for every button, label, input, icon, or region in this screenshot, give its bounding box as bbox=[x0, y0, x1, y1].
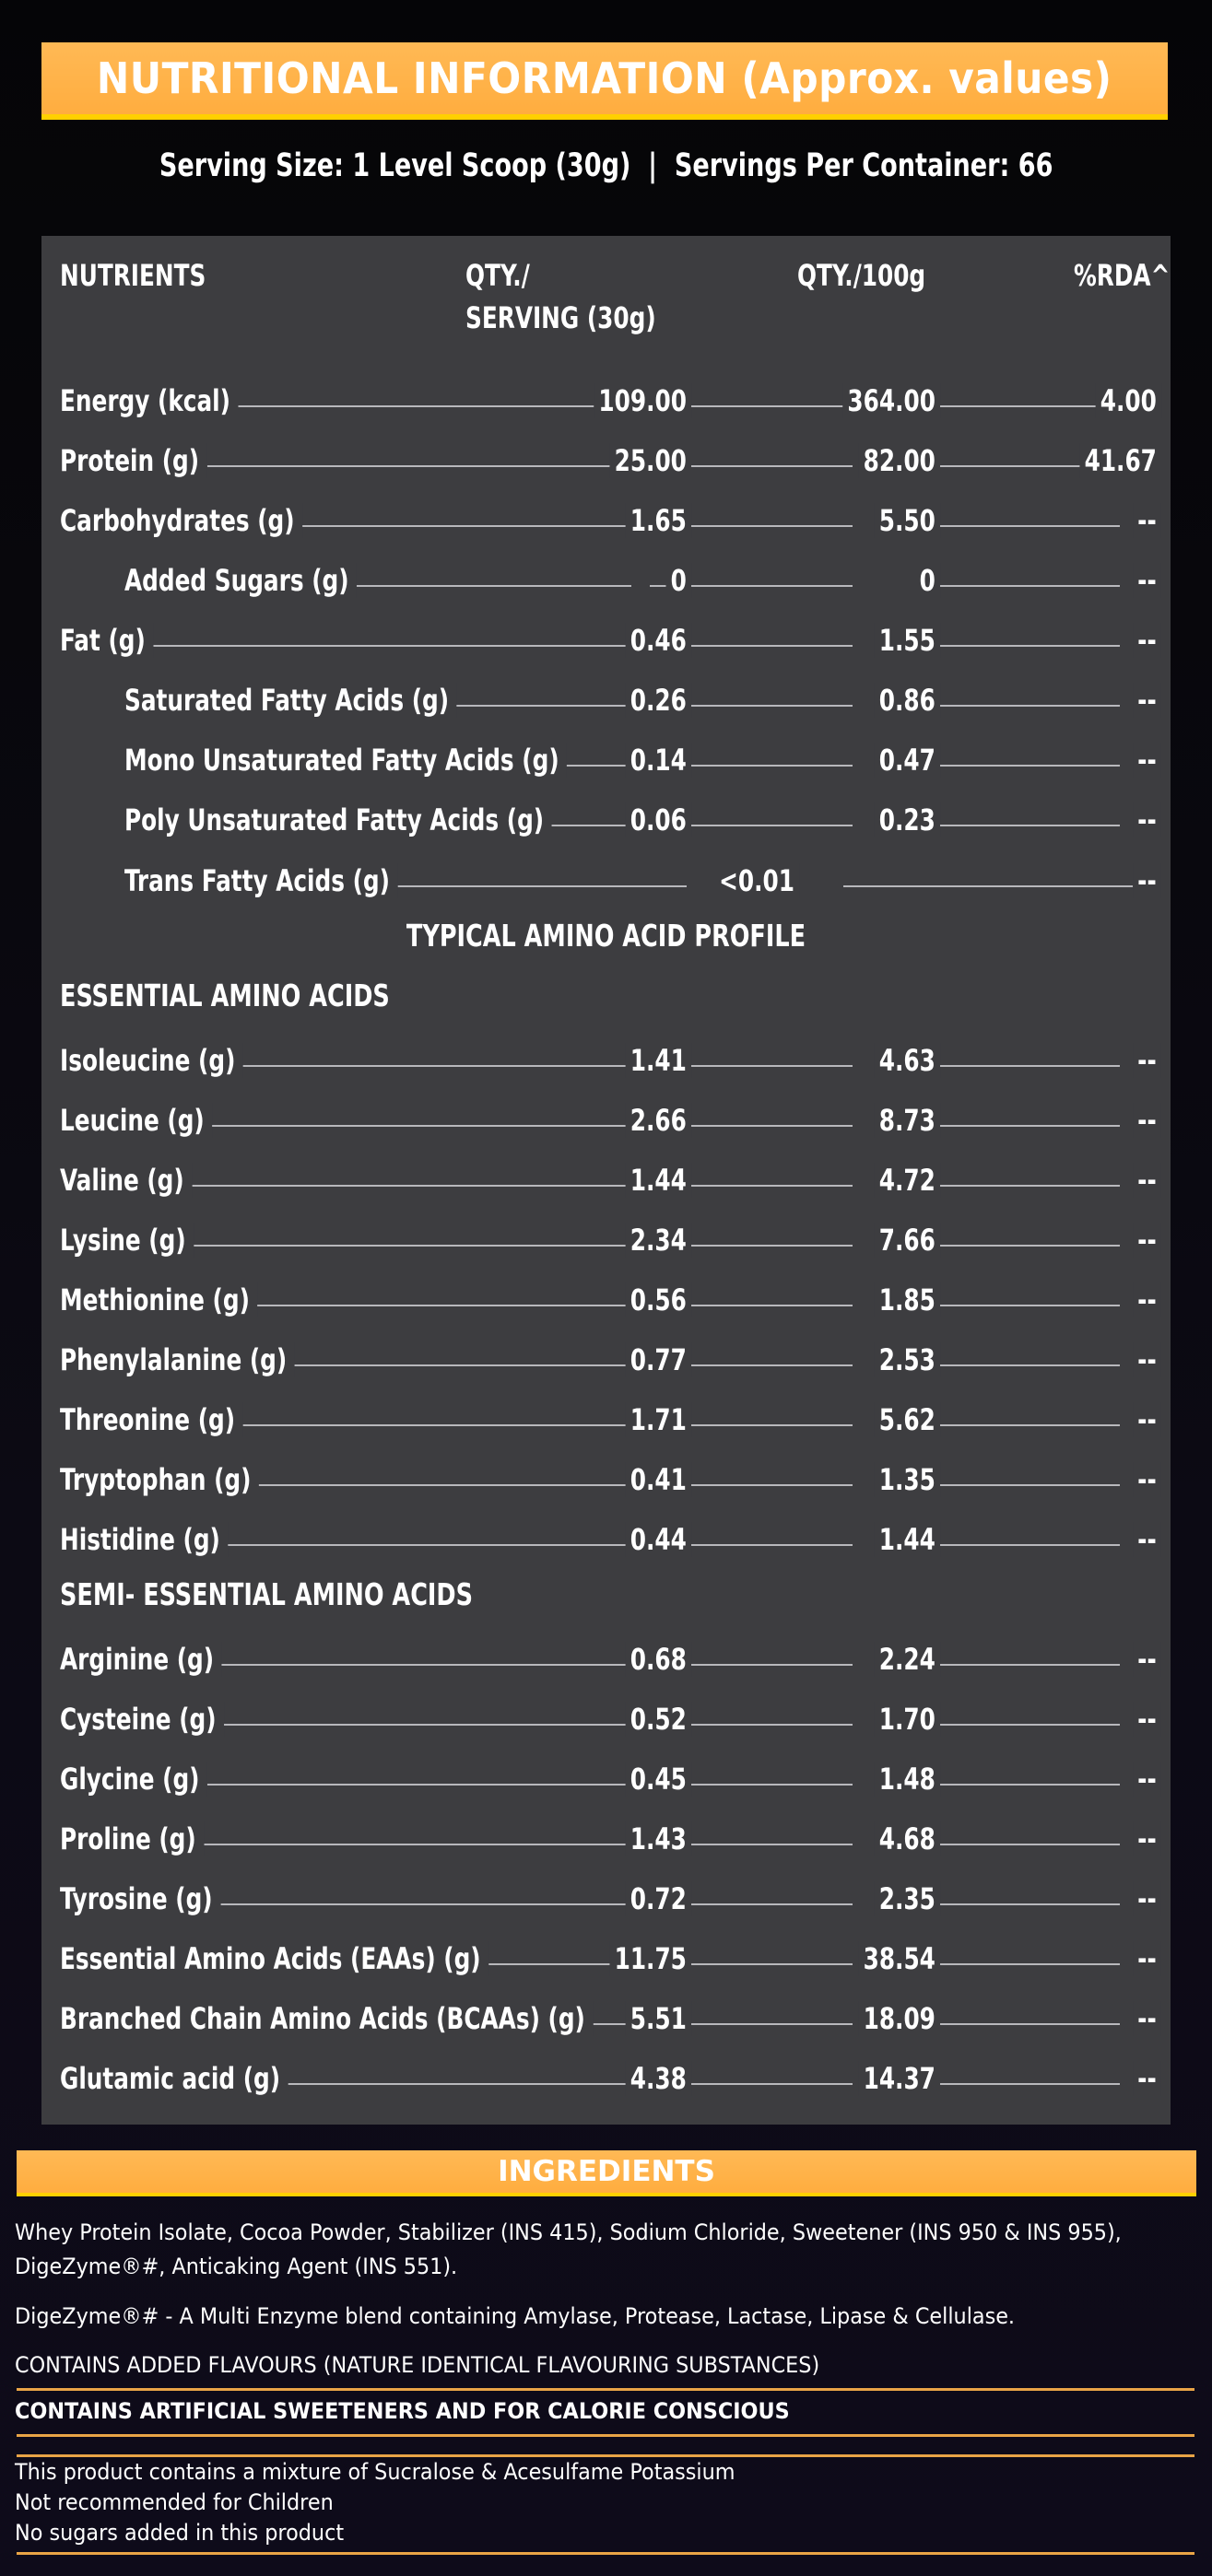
row-rda: -- bbox=[1133, 1821, 1161, 1856]
row-rda: -- bbox=[1133, 863, 1161, 898]
table-row bbox=[41, 677, 1171, 723]
row-per100: 1.44 bbox=[875, 1522, 940, 1557]
row-name: Mono Unsaturated Fatty Acids (g) bbox=[124, 743, 567, 778]
table-row bbox=[41, 617, 1171, 663]
row-name: Threonine (g) bbox=[60, 1402, 243, 1437]
note-line: No sugars added in this product bbox=[15, 2520, 345, 2546]
row-name: Leucine (g) bbox=[60, 1103, 212, 1138]
table-row bbox=[41, 1097, 1171, 1143]
row-rda: -- bbox=[1133, 1402, 1161, 1437]
row-serving: 1.65 bbox=[626, 503, 691, 538]
row-rda: -- bbox=[1133, 1462, 1161, 1497]
leader-line bbox=[926, 1484, 1120, 1486]
row-serving: 0.56 bbox=[626, 1282, 691, 1317]
row-serving: 1.71 bbox=[626, 1402, 691, 1437]
row-name: Glycine (g) bbox=[60, 1762, 207, 1797]
ingredients-banner bbox=[17, 2150, 1196, 2196]
leader-line bbox=[926, 765, 1120, 767]
row-serving: 0.26 bbox=[626, 683, 691, 718]
row-name: Tyrosine (g) bbox=[60, 1881, 220, 1916]
leader-line bbox=[926, 525, 1120, 527]
nutrition-title: NUTRITIONAL INFORMATION (Approx. values) bbox=[97, 53, 1112, 103]
ingredients-line1: Whey Protein Isolate, Cocoa Powder, Stabilizer (INS 415), Sodium Chloride, Sweetener (INS 950 & INS 955), bbox=[15, 2219, 1122, 2245]
flavours-note: CONTAINS ADDED FLAVOURS (NATURE IDENTICAL FLAVOURING SUBSTANCES) bbox=[15, 2352, 820, 2378]
row-rda: -- bbox=[1133, 1642, 1161, 1677]
row-name: Trans Fatty Acids (g) bbox=[124, 863, 398, 898]
row-per100: 5.50 bbox=[875, 503, 940, 538]
row-rda: -- bbox=[1133, 1282, 1161, 1317]
row-name: Phenylalanine (g) bbox=[60, 1342, 295, 1377]
row-serving: 2.66 bbox=[626, 1103, 691, 1138]
leader-line bbox=[926, 1784, 1120, 1786]
col-qty-serving: QTY./ SERVING (30g) bbox=[465, 258, 656, 335]
row-rda: -- bbox=[1133, 1762, 1161, 1797]
leader-line bbox=[926, 1065, 1120, 1067]
leader-line bbox=[78, 645, 631, 647]
table-row bbox=[41, 1636, 1171, 1682]
row-serving: 0.14 bbox=[626, 743, 691, 778]
row-rda: -- bbox=[1133, 1702, 1161, 1737]
row-rda: -- bbox=[1133, 623, 1161, 658]
row-rda: 41.67 bbox=[1079, 443, 1161, 478]
product-notes bbox=[15, 2457, 1204, 2548]
table-row bbox=[41, 1516, 1171, 1563]
leader-line bbox=[926, 585, 1120, 587]
row-rda: -- bbox=[1133, 1223, 1161, 1258]
row-name: Methionine (g) bbox=[60, 1282, 258, 1317]
ingredients-line2: DigeZyme®#, Anticaking Agent (INS 551). bbox=[15, 2254, 458, 2279]
table-row bbox=[41, 1816, 1171, 1862]
row-per100: 1.85 bbox=[875, 1282, 940, 1317]
row-per100: 38.54 bbox=[858, 1941, 940, 1976]
table-row bbox=[41, 2055, 1171, 2102]
table-row bbox=[41, 797, 1171, 843]
table-row bbox=[41, 1696, 1171, 1742]
row-serving: 0.72 bbox=[626, 1881, 691, 1916]
leader-line bbox=[926, 405, 1120, 407]
row-rda: -- bbox=[1133, 1163, 1161, 1198]
row-serving: 2.34 bbox=[626, 1223, 691, 1258]
leader-line bbox=[926, 1903, 1120, 1905]
table-row bbox=[41, 1756, 1171, 1802]
ingredients-title: INGREDIENTS bbox=[498, 2155, 715, 2188]
leader-line bbox=[926, 1245, 1120, 1247]
table-row bbox=[41, 438, 1171, 484]
trans-fat-row bbox=[41, 858, 1171, 904]
row-per100: 2.35 bbox=[875, 1881, 940, 1916]
row-serving: 1.41 bbox=[626, 1043, 691, 1078]
leader-line bbox=[926, 1364, 1120, 1366]
nutrition-title-banner bbox=[41, 42, 1168, 120]
row-name: Histidine (g) bbox=[60, 1522, 228, 1557]
row-rda: -- bbox=[1133, 802, 1161, 837]
row-rda: -- bbox=[1133, 1941, 1161, 1976]
row-rda: -- bbox=[1133, 563, 1161, 598]
row-per100: 0.23 bbox=[875, 802, 940, 837]
row-name: Saturated Fatty Acids (g) bbox=[124, 683, 457, 718]
row-name: Isoleucine (g) bbox=[60, 1043, 243, 1078]
row-serving: 0 bbox=[665, 563, 691, 598]
row-per100: 0.86 bbox=[875, 683, 940, 718]
row-serving: 0.77 bbox=[626, 1342, 691, 1377]
table-row bbox=[41, 1996, 1171, 2042]
leader-line bbox=[926, 1305, 1120, 1306]
leader-line bbox=[926, 1724, 1120, 1726]
leader-line bbox=[926, 1544, 1120, 1546]
table-row bbox=[41, 378, 1171, 424]
row-per100: 8.73 bbox=[875, 1103, 940, 1138]
row-per100: 7.66 bbox=[875, 1223, 940, 1258]
row-per100: 18.09 bbox=[858, 2001, 940, 2036]
row-name: Added Sugars (g) bbox=[124, 563, 357, 598]
row-name: Tryptophan (g) bbox=[60, 1462, 259, 1497]
row-per100: 1.35 bbox=[875, 1462, 940, 1497]
semi-title: SEMI- ESSENTIAL AMINO ACIDS bbox=[60, 1576, 474, 1612]
row-per100: 1.48 bbox=[875, 1762, 940, 1797]
row-serving: 25.00 bbox=[609, 443, 691, 478]
leader-line bbox=[926, 825, 1120, 826]
row-rda: -- bbox=[1133, 1522, 1161, 1557]
table-row bbox=[41, 737, 1171, 783]
leader-line bbox=[926, 1844, 1120, 1845]
row-per100: 2.53 bbox=[875, 1342, 940, 1377]
row-name: Energy (kcal) bbox=[60, 383, 239, 418]
row-name: Carbohydrates (g) bbox=[60, 503, 302, 538]
row-rda: -- bbox=[1133, 2001, 1161, 2036]
row-serving: 0.45 bbox=[626, 1762, 691, 1797]
row-per100: 0 bbox=[914, 563, 940, 598]
row-per100: 4.68 bbox=[875, 1821, 940, 1856]
row-serving: 5.51 bbox=[626, 2001, 691, 2036]
table-row bbox=[41, 1157, 1171, 1203]
row-rda: -- bbox=[1133, 2061, 1161, 2096]
essential-title: ESSENTIAL AMINO ACIDS bbox=[60, 978, 390, 1013]
divider bbox=[17, 2388, 1194, 2391]
row-serving: 11.75 bbox=[609, 1941, 691, 1976]
leader-line bbox=[926, 705, 1120, 707]
nutrition-table bbox=[41, 236, 1171, 2125]
table-row bbox=[41, 1876, 1171, 1922]
amino-profile-title: TYPICAL AMINO ACID PROFILE bbox=[406, 918, 806, 954]
leader-line bbox=[926, 645, 1120, 647]
row-per100: 2.24 bbox=[875, 1642, 940, 1677]
table-row bbox=[41, 1277, 1171, 1323]
row-serving: 0.41 bbox=[626, 1462, 691, 1497]
leader-line bbox=[843, 885, 1147, 887]
table-row bbox=[41, 1337, 1171, 1383]
row-rda: 4.00 bbox=[1096, 383, 1161, 418]
note-line: This product contains a mixture of Sucralose & Acesulfame Potassium bbox=[15, 2459, 735, 2485]
row-per100: 0.47 bbox=[875, 743, 940, 778]
row-name: Cysteine (g) bbox=[60, 1702, 224, 1737]
row-rda: -- bbox=[1133, 1103, 1161, 1138]
table-row bbox=[41, 1217, 1171, 1263]
leader-line bbox=[926, 1185, 1120, 1187]
row-serving: 109.00 bbox=[594, 383, 691, 418]
row-rda: -- bbox=[1133, 1342, 1161, 1377]
leader-line bbox=[392, 885, 687, 887]
divider bbox=[17, 2434, 1194, 2437]
row-per100: 5.62 bbox=[875, 1402, 940, 1437]
row-name: Protein (g) bbox=[60, 443, 207, 478]
table-row bbox=[41, 1397, 1171, 1443]
row-serving: 0.68 bbox=[626, 1642, 691, 1677]
row-rda: -- bbox=[1133, 743, 1161, 778]
row-serving: 0.44 bbox=[626, 1522, 691, 1557]
leader-line bbox=[926, 1664, 1120, 1666]
digezyme-note: DigeZyme®# - A Multi Enzyme blend containing Amylase, Protease, Lactase, Lipase & Cellulase. bbox=[15, 2303, 1016, 2329]
table-row bbox=[41, 1457, 1171, 1503]
row-serving: 0.06 bbox=[626, 802, 691, 837]
row-name: Lysine (g) bbox=[60, 1223, 194, 1258]
row-per100: 4.72 bbox=[875, 1163, 940, 1198]
row-rda: -- bbox=[1133, 1881, 1161, 1916]
table-row bbox=[41, 1037, 1171, 1083]
row-name: Fat (g) bbox=[60, 623, 153, 658]
row-name: Valine (g) bbox=[60, 1163, 192, 1198]
row-name: Branched Chain Amino Acids (BCAAs) (g) bbox=[60, 2001, 593, 2036]
row-name: Glutamic acid (g) bbox=[60, 2061, 288, 2096]
row-per100: 14.37 bbox=[858, 2061, 940, 2096]
leader-line bbox=[926, 2023, 1120, 2025]
table-row bbox=[41, 498, 1171, 544]
row-serving: 4.38 bbox=[626, 2061, 691, 2096]
row-per100: 364.00 bbox=[842, 383, 940, 418]
sweeteners-note: CONTAINS ARTIFICIAL SWEETENERS AND FOR CALORIE CONSCIOUS bbox=[15, 2398, 790, 2424]
row-serving: 0.52 bbox=[626, 1702, 691, 1737]
divider bbox=[17, 2552, 1194, 2555]
row-name: Essential Amino Acids (EAAs) (g) bbox=[60, 1941, 488, 1976]
serving-info: Serving Size: 1 Level Scoop (30g) | Servings Per Container: 66 bbox=[159, 147, 1053, 184]
row-per100: 4.63 bbox=[875, 1043, 940, 1078]
table-row bbox=[41, 557, 1171, 603]
row-name: Arginine (g) bbox=[60, 1642, 222, 1677]
leader-line bbox=[926, 1125, 1120, 1127]
row-rda: -- bbox=[1133, 503, 1161, 538]
col-nutrients: NUTRIENTS bbox=[60, 258, 206, 293]
row-value: <0.01 bbox=[714, 863, 799, 898]
row-name: Poly Unsaturated Fatty Acids (g) bbox=[124, 802, 552, 837]
row-serving: 1.44 bbox=[626, 1163, 691, 1198]
row-name: Proline (g) bbox=[60, 1821, 204, 1856]
table-row bbox=[41, 1936, 1171, 1982]
row-per100: 82.00 bbox=[858, 443, 940, 478]
leader-line bbox=[926, 2083, 1120, 2085]
row-rda: -- bbox=[1133, 683, 1161, 718]
row-serving: 0.46 bbox=[626, 623, 691, 658]
row-rda: -- bbox=[1133, 1043, 1161, 1078]
row-per100: 1.70 bbox=[875, 1702, 940, 1737]
leader-line bbox=[926, 1963, 1120, 1965]
note-line: Not recommended for Children bbox=[15, 2489, 334, 2515]
row-per100: 1.55 bbox=[875, 623, 940, 658]
col-qty-100g: QTY./100g bbox=[797, 258, 926, 293]
row-serving: 1.43 bbox=[626, 1821, 691, 1856]
leader-line bbox=[926, 1424, 1120, 1426]
col-rda: %RDA^ bbox=[1074, 258, 1171, 293]
